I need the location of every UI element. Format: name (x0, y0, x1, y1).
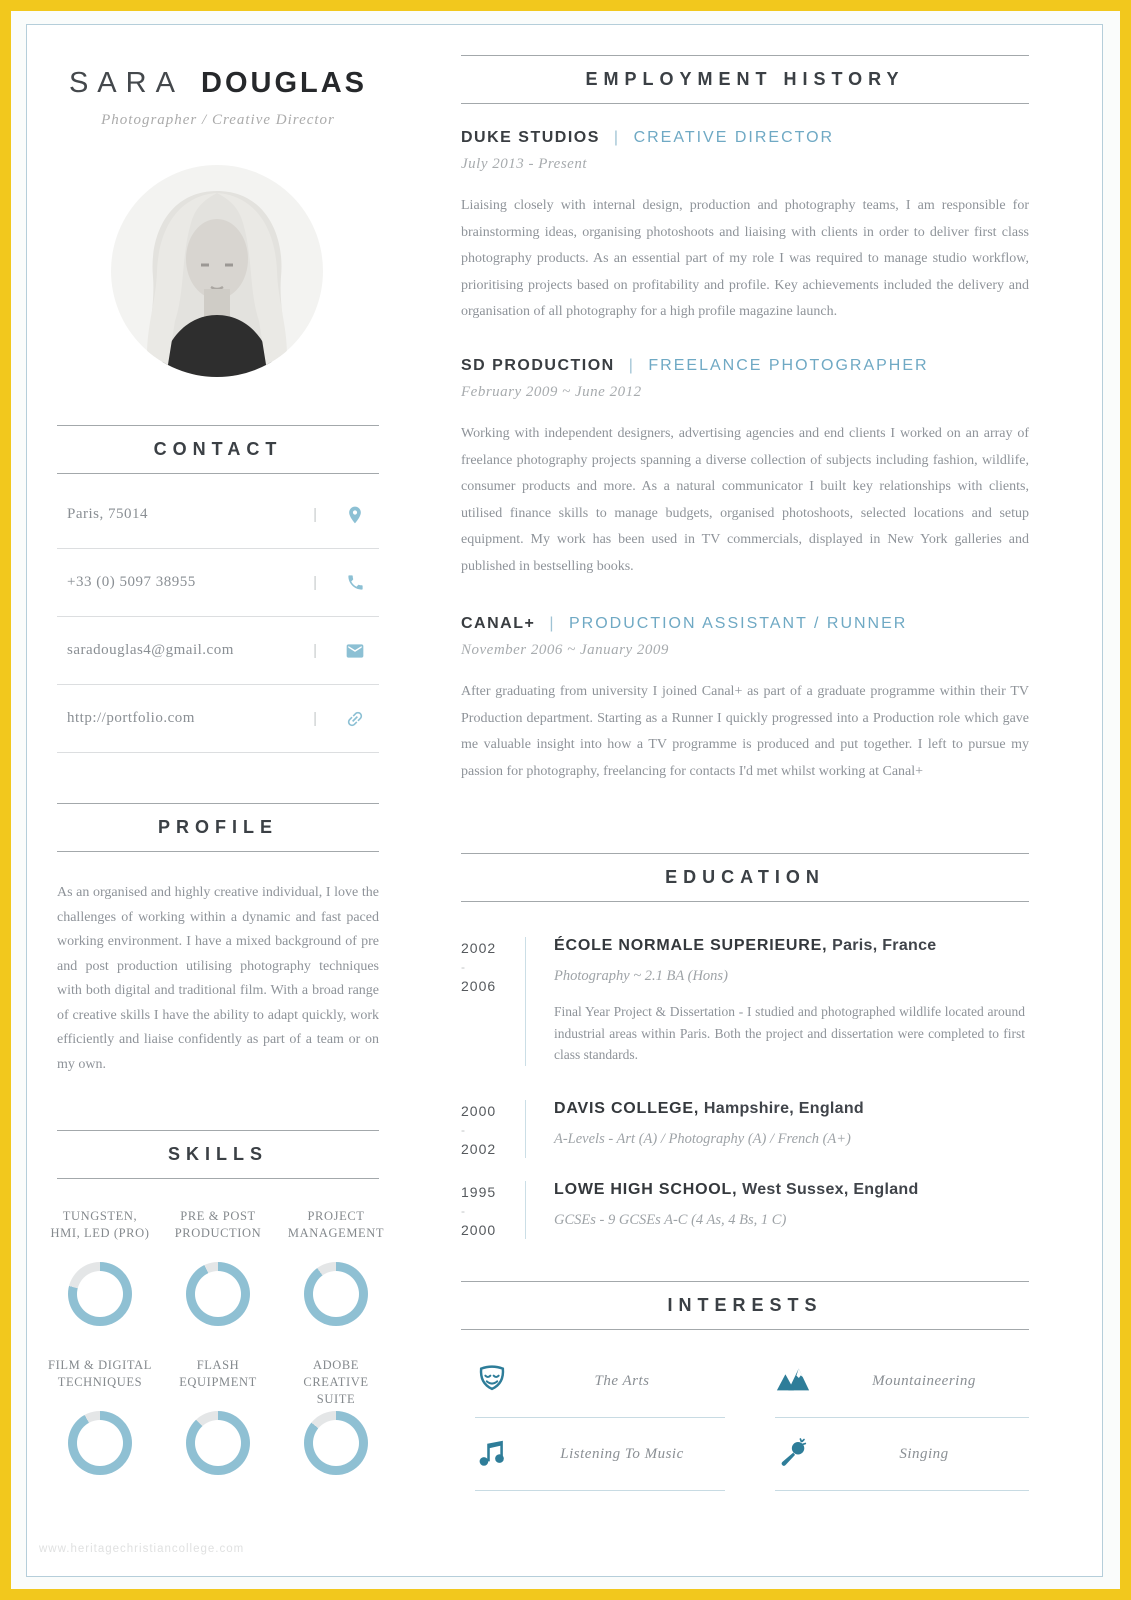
interest-label: Mountaineering (872, 1372, 976, 1389)
school-location: Hampshire, England (699, 1100, 864, 1117)
interests-grid (475, 1345, 1029, 1491)
left-column (48, 25, 385, 1576)
skill-project-management (281, 1208, 391, 1326)
interest-listening-to-music (475, 1418, 725, 1491)
school-name: LOWE HIGH SCHOOL, West Sussex, England (554, 1181, 919, 1198)
skill-label: PROJECT MANAGEMENT (287, 1209, 385, 1240)
skill-label: FILM & DIGITAL TECHNIQUES (48, 1358, 152, 1389)
skill-label: FLASH EQUIPMENT (179, 1358, 257, 1389)
interest-label: The Arts (594, 1372, 650, 1389)
skills-row-2 (45, 1357, 391, 1475)
job-dates: July 2013 - Present (461, 156, 587, 172)
location-pin-icon (331, 505, 379, 525)
job-description: Liaising closely with internal design, production and photography teams, I am responsible for brainstorming ideas, organising photoshoots and liaising with clients in order to deliver first class photography products. As an essential part of my role I was required to manage studio workflow, prioritising projects based on profitability and profile. Key achievements included the delivery and organisation of all photography for a high profile magazine launch. (461, 198, 1029, 319)
year-to: 2000 (461, 1222, 497, 1238)
job-title: CREATIVE DIRECTOR (633, 129, 835, 146)
profile-heading: PROFILE (57, 803, 379, 852)
skills-row-1 (45, 1208, 391, 1326)
skill-donut-chart (304, 1262, 368, 1326)
name-block (57, 67, 379, 129)
contact-list (57, 481, 379, 753)
skill-donut-chart (68, 1262, 132, 1326)
contact-divider: | (313, 574, 317, 591)
job-description: After graduating from university I joined Canal+ as part of a graduate programme within their TV Production department. Starting as a Runner I quickly progressed into a Production role which gave me valuable insight into how a TV programme is produced and put together. I left to pursue my passion for photography, freelancing for contacts I'd met whilst working at Canal+ (461, 684, 1029, 779)
skill-label: PRE & POST PRODUCTION (174, 1209, 262, 1240)
year-from: 2002 (461, 940, 497, 956)
education-heading: EDUCATION (461, 853, 1029, 902)
portrait-image (111, 165, 323, 377)
interest-label: Listening To Music (560, 1445, 684, 1462)
company-name: CANAL+ (461, 615, 536, 632)
year-to: 2002 (461, 1141, 497, 1157)
job-header (461, 129, 1029, 147)
job-description: Working with independent designers, advertising agencies and end clients I worked on an array of freelance photography projects spanning a diverse collection of subjects including fashion, wildlife, consumer products and more. As a natural communicator I built key relationships with clients, utilised finance skills to manage budgets, organised photoshoots, selected locations and setup equipment. My work has been used in TV commercials, displayed in New York galleries and published in bestselling books. (461, 426, 1029, 574)
first-name: SARA (68, 67, 184, 99)
job-header (461, 357, 1029, 375)
contact-row-website[interactable] (57, 685, 379, 753)
link-icon (331, 709, 379, 729)
education-years (461, 1100, 525, 1158)
microphone-icon (775, 1435, 819, 1474)
skill-donut-chart (186, 1411, 250, 1475)
skills-heading: SKILLS (57, 1130, 379, 1179)
contact-divider: | (313, 506, 317, 523)
interest-label: Singing (899, 1445, 949, 1462)
job-title: PRODUCTION ASSISTANT / RUNNER (569, 615, 908, 632)
job-header (461, 615, 1029, 633)
skill-donut-chart (304, 1411, 368, 1475)
job-title: FREELANCE PHOTOGRAPHER (648, 357, 929, 374)
year-from: 2000 (461, 1103, 497, 1119)
education-years (461, 1181, 525, 1239)
company-name: SD PRODUCTION (461, 357, 615, 374)
school-location: West Sussex, England (737, 1181, 919, 1198)
course-description: Final Year Project & Dissertation - I studied and photographed wildlife located around industrial areas within Paris. Both the project and dissertation were completed to first class standards. (554, 1004, 1025, 1062)
course-name: Photography ~ 2.1 BA (Hons) (554, 968, 728, 984)
job-sd-production (461, 357, 1029, 580)
last-name: DOUGLAS (201, 67, 368, 99)
interest-mountaineering (775, 1345, 1029, 1418)
phone-text: +33 (0) 5097 38955 (67, 574, 196, 590)
education-body (525, 937, 1029, 1066)
school-name: ÉCOLE NORMALE SUPERIEURE, Paris, France (554, 937, 937, 954)
job-dates: November 2006 ~ January 2009 (461, 642, 669, 658)
website-text: http://portfolio.com (67, 710, 195, 726)
contact-divider: | (313, 642, 317, 659)
school-location: Paris, France (827, 937, 937, 954)
education-body (525, 1181, 1029, 1239)
education-entry-ecole (461, 937, 1029, 1066)
education-body (525, 1100, 1029, 1158)
email-text: saradouglas4@gmail.com (67, 642, 234, 658)
year-dash: - (461, 1204, 466, 1218)
skill-label: TUNGSTEN, HMI, LED (PRO) (50, 1209, 150, 1240)
mountains-icon (775, 1362, 819, 1401)
page-title (57, 67, 379, 100)
interest-singing (775, 1418, 1029, 1491)
location-text: Paris, 75014 (67, 506, 148, 522)
contact-row-location (57, 481, 379, 549)
job-canal-plus (461, 615, 1029, 785)
skill-tungsten-hmi-led (45, 1208, 155, 1326)
job-subtitle: Photographer / Creative Director (101, 112, 335, 128)
contact-row-phone[interactable] (57, 549, 379, 617)
right-column (461, 25, 1029, 1576)
profile-photo (111, 165, 323, 377)
education-entry-davis (461, 1100, 1029, 1158)
contact-divider: | (313, 710, 317, 727)
year-to: 2006 (461, 978, 497, 994)
skill-donut-chart (186, 1262, 250, 1326)
watermark: www.heritagechristiancollege.com (39, 1543, 245, 1555)
skill-pre-post-production (163, 1208, 273, 1326)
envelope-icon (331, 641, 379, 661)
employment-heading: EMPLOYMENT HISTORY (461, 55, 1029, 104)
company-name: DUKE STUDIOS (461, 129, 600, 146)
skill-adobe-creative-suite (281, 1357, 391, 1475)
skill-donut-chart (68, 1411, 132, 1475)
course-name: GCSEs - 9 GCSEs A-C (4 As, 4 Bs, 1 C) (554, 1212, 787, 1228)
job-divider: | (628, 357, 635, 374)
job-divider: | (613, 129, 620, 146)
job-divider: | (549, 615, 555, 632)
year-from: 1995 (461, 1184, 497, 1200)
skill-flash-equipment (163, 1357, 273, 1475)
music-note-icon (475, 1435, 519, 1474)
job-duke-studios (461, 129, 1029, 326)
theater-mask-icon (475, 1362, 519, 1401)
interest-the-arts (475, 1345, 725, 1418)
profile-text: As an organised and highly creative individual, I love the challenges of working within a dynamic and fast paced working environment. I have a mixed background of pre and post production utilising photography techniques with both digital and traditional film. With a broad range of creative skills I have the ability to adapt quickly, work efficiently and liaise confidently as part of a team or on my own. (57, 885, 379, 1072)
school-name: DAVIS COLLEGE, Hampshire, England (554, 1100, 864, 1117)
resume-page (26, 24, 1103, 1577)
phone-icon (331, 573, 379, 592)
education-years (461, 937, 525, 1066)
skill-film-digital-techniques (45, 1357, 155, 1475)
year-dash: - (461, 1123, 466, 1137)
education-entry-lowe (461, 1181, 1029, 1239)
skill-label: ADOBE CREATIVE SUITE (303, 1358, 369, 1406)
contact-row-email[interactable] (57, 617, 379, 685)
contact-heading: CONTACT (57, 425, 379, 474)
interests-heading: INTERESTS (461, 1281, 1029, 1330)
job-dates: February 2009 ~ June 2012 (461, 384, 642, 400)
year-dash: - (461, 960, 466, 974)
course-name: A-Levels - Art (A) / Photography (A) / French (A+) (554, 1131, 851, 1147)
